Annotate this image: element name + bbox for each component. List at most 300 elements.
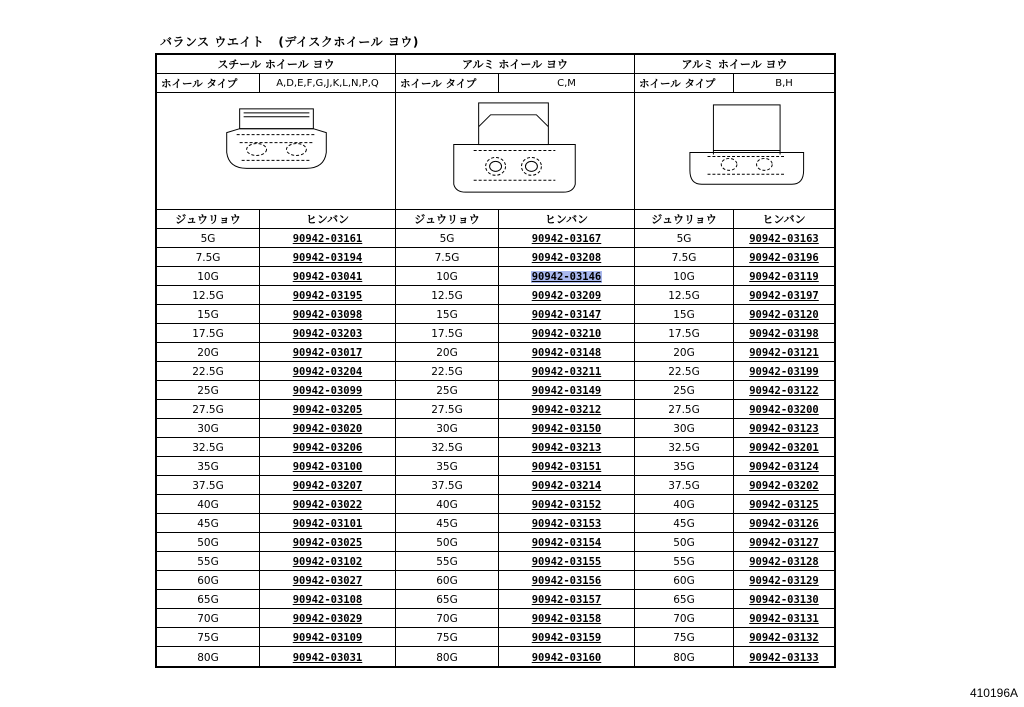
part-number-link[interactable]: 90942-03157	[531, 594, 602, 606]
part-number-link[interactable]: 90942-03158	[531, 613, 602, 625]
part-number-link[interactable]: 90942-03212	[531, 404, 602, 416]
part-number-cell[interactable]	[734, 381, 834, 399]
table-row	[157, 343, 834, 362]
weight-value: 45G	[436, 518, 458, 530]
weight-cell	[157, 552, 260, 570]
part-number-cell[interactable]	[260, 419, 396, 437]
part-number-link[interactable]: 90942-03020	[292, 423, 363, 435]
alloy-bh-weight-illustration	[635, 93, 834, 209]
table-row	[157, 419, 834, 438]
table-row	[157, 381, 834, 400]
weight-value: 75G	[673, 632, 695, 644]
part-number-link[interactable]: 90942-03120	[749, 309, 819, 321]
part-number-link[interactable]: 90942-03147	[531, 309, 602, 321]
table-row	[157, 267, 834, 286]
group-title-alloy-cm: アルミ ホイール ヨウ	[396, 55, 635, 73]
table-row	[157, 362, 834, 381]
part-number-link[interactable]: 90942-03031	[292, 651, 363, 664]
table-row	[157, 552, 834, 571]
weight-value: 12.5G	[668, 290, 700, 302]
part-number-cell[interactable]	[499, 419, 635, 437]
part-number-cell[interactable]	[260, 647, 396, 666]
part-number-link[interactable]: 90942-03119	[749, 271, 819, 283]
part-number-link[interactable]: 90942-03029	[292, 613, 363, 625]
table-row	[157, 324, 834, 343]
part-number-link[interactable]: 90942-03210	[531, 328, 602, 340]
weight-value: 55G	[197, 556, 219, 568]
table-row	[157, 286, 834, 305]
table-row	[157, 476, 834, 495]
weight-cell	[157, 362, 260, 380]
weight-cell	[396, 438, 499, 456]
weight-cell	[396, 457, 499, 475]
weight-value: 50G	[436, 537, 458, 549]
col-weight-header: ジュウリョウ	[396, 210, 499, 228]
weight-value: 75G	[436, 632, 458, 644]
weight-cell	[396, 381, 499, 399]
part-number-link[interactable]: 90942-03159	[531, 632, 602, 644]
weight-cell	[157, 571, 260, 589]
part-number-link[interactable]: 90942-03127	[749, 537, 819, 549]
weight-cell	[157, 286, 260, 304]
part-number-cell[interactable]	[734, 571, 834, 589]
part-number-link[interactable]: 90942-03130	[749, 594, 819, 606]
weight-cell	[157, 248, 260, 266]
weight-value: 10G	[197, 271, 219, 283]
weight-value: 25G	[436, 385, 458, 397]
weight-cell	[635, 248, 734, 266]
part-number-cell[interactable]	[260, 514, 396, 532]
table-row	[157, 628, 834, 647]
part-number-link[interactable]: 90942-03208	[531, 252, 602, 264]
part-number-cell[interactable]	[499, 362, 635, 380]
part-number-link[interactable]: 90942-03151	[531, 461, 602, 473]
part-number-link[interactable]: 90942-03155	[531, 556, 602, 568]
part-number-link[interactable]: 90942-03203	[292, 328, 363, 340]
weight-value: 32.5G	[668, 442, 700, 454]
part-number-link[interactable]: 90942-03124	[749, 461, 819, 473]
weight-cell	[157, 476, 260, 494]
part-number-link[interactable]: 90942-03152	[531, 499, 602, 511]
weight-cell	[635, 286, 734, 304]
part-number-link[interactable]: 90942-03041	[292, 271, 363, 283]
weight-cell	[157, 343, 260, 361]
weight-cell	[157, 628, 260, 646]
part-number-link[interactable]: 90942-03146	[531, 271, 602, 283]
part-number-cell[interactable]	[260, 248, 396, 266]
wheel-type-row	[157, 74, 834, 93]
weight-cell	[396, 229, 499, 247]
weight-cell	[635, 495, 734, 513]
weight-cell	[157, 457, 260, 475]
weight-cell	[635, 324, 734, 342]
part-number-cell[interactable]	[734, 324, 834, 342]
weight-value: 17.5G	[192, 328, 224, 340]
weight-value: 37.5G	[431, 480, 463, 492]
weight-cell	[157, 400, 260, 418]
part-number-cell[interactable]	[734, 419, 834, 437]
col-part-header: ヒンバン	[260, 210, 396, 228]
part-number-link[interactable]: 90942-03200	[749, 404, 819, 416]
weight-value: 37.5G	[192, 480, 224, 492]
part-number-cell[interactable]	[260, 457, 396, 475]
weight-value: 22.5G	[192, 366, 224, 378]
weight-cell	[635, 628, 734, 646]
weight-cell	[396, 590, 499, 608]
wheel-type-value: C,M	[499, 74, 635, 92]
table-row	[157, 495, 834, 514]
weight-cell	[157, 305, 260, 323]
part-number-link[interactable]: 90942-03197	[749, 290, 819, 302]
part-number-link[interactable]: 90942-03131	[749, 613, 819, 625]
table-row	[157, 457, 834, 476]
weight-value: 32.5G	[192, 442, 224, 454]
weight-value: 5G	[439, 233, 455, 245]
part-number-cell[interactable]	[734, 362, 834, 380]
weight-value: 20G	[673, 347, 695, 359]
weight-cell	[157, 419, 260, 437]
weight-value: 30G	[436, 423, 458, 435]
part-number-cell[interactable]	[734, 533, 834, 551]
part-number-link[interactable]: 90942-03201	[749, 442, 819, 454]
part-number-link[interactable]: 90942-03098	[292, 309, 363, 321]
part-number-link[interactable]: 90942-03123	[749, 423, 819, 435]
weight-cell	[396, 552, 499, 570]
part-number-cell[interactable]	[499, 267, 635, 285]
weight-cell	[635, 343, 734, 361]
part-number-cell[interactable]	[260, 571, 396, 589]
weight-cell	[157, 381, 260, 399]
weight-value: 40G	[673, 499, 695, 511]
weight-cell	[396, 628, 499, 646]
part-number-link[interactable]: 90942-03109	[292, 632, 363, 644]
part-number-link[interactable]: 90942-03206	[292, 442, 363, 454]
part-number-cell[interactable]	[499, 305, 635, 323]
part-number-cell[interactable]	[260, 590, 396, 608]
weight-value: 35G	[197, 461, 219, 473]
weight-cell	[396, 362, 499, 380]
part-number-link[interactable]: 90942-03150	[531, 423, 602, 435]
part-number-cell[interactable]	[734, 438, 834, 456]
part-number-cell[interactable]	[499, 343, 635, 361]
weight-value: 5G	[676, 233, 692, 245]
part-number-cell[interactable]	[734, 514, 834, 532]
col-part-header: ヒンバン	[762, 213, 806, 226]
table-row	[157, 400, 834, 419]
part-number-cell[interactable]	[499, 324, 635, 342]
weight-value: 27.5G	[431, 404, 463, 416]
part-number-link[interactable]: 90942-03160	[531, 651, 602, 664]
part-number-cell[interactable]	[499, 590, 635, 608]
part-number-link[interactable]: 90942-03129	[749, 575, 819, 587]
weight-value: 70G	[436, 613, 458, 625]
weight-cell	[396, 267, 499, 285]
weight-value: 22.5G	[668, 366, 700, 378]
part-number-link[interactable]: 90942-03148	[531, 347, 602, 359]
weight-value: 5G	[200, 233, 216, 245]
weight-cell	[157, 533, 260, 551]
part-number-cell[interactable]	[734, 343, 834, 361]
part-number-cell[interactable]	[734, 495, 834, 513]
part-number-cell[interactable]	[734, 400, 834, 418]
part-number-cell[interactable]	[260, 400, 396, 418]
weight-value: 60G	[436, 575, 458, 587]
weight-cell	[396, 419, 499, 437]
weight-value: 12.5G	[431, 290, 463, 302]
weight-value: 12.5G	[192, 290, 224, 302]
group-title-alloy-bh: アルミ ホイール ヨウ	[681, 58, 788, 71]
part-number-link[interactable]: 90942-03153	[531, 518, 602, 530]
weight-cell	[635, 476, 734, 494]
part-number-link[interactable]: 90942-03211	[531, 366, 602, 378]
part-number-link[interactable]: 90942-03163	[749, 233, 819, 245]
weight-value: 15G	[673, 309, 695, 321]
steel-weight-illustration	[157, 93, 396, 209]
illustration-row	[157, 93, 834, 210]
part-number-cell[interactable]	[499, 400, 635, 418]
part-number-link[interactable]: 90942-03213	[531, 442, 602, 454]
table-row	[157, 438, 834, 457]
weight-cell	[396, 495, 499, 513]
part-number-cell[interactable]	[734, 229, 834, 247]
weight-value: 55G	[436, 556, 458, 568]
weight-cell	[635, 362, 734, 380]
weight-value: 70G	[673, 613, 695, 625]
weight-value: 70G	[197, 613, 219, 625]
weight-cell	[635, 457, 734, 475]
weight-value: 20G	[436, 347, 458, 359]
weight-cell	[157, 647, 260, 666]
part-number-cell[interactable]	[260, 495, 396, 513]
part-number-cell[interactable]	[734, 286, 834, 304]
weight-cell	[396, 514, 499, 532]
weight-value: 60G	[197, 575, 219, 587]
part-number-link[interactable]: 90942-03207	[292, 480, 363, 492]
weight-cell	[396, 324, 499, 342]
weight-cell	[635, 381, 734, 399]
part-number-cell[interactable]	[260, 381, 396, 399]
weight-cell	[635, 609, 734, 627]
weight-cell	[157, 438, 260, 456]
part-number-link[interactable]: 90942-03100	[292, 461, 363, 473]
part-number-cell[interactable]	[260, 267, 396, 285]
part-number-cell[interactable]	[734, 647, 834, 666]
part-number-cell[interactable]	[734, 628, 834, 646]
part-number-cell[interactable]	[260, 305, 396, 323]
part-number-link[interactable]: 90942-03132	[749, 632, 819, 644]
part-number-cell[interactable]	[734, 590, 834, 608]
part-number-link[interactable]: 90942-03101	[292, 518, 363, 530]
wheel-type-label: ホイール タイプ	[635, 74, 734, 92]
weight-cell	[396, 533, 499, 551]
part-number-link[interactable]: 90942-03133	[749, 651, 819, 664]
wheel-type-value: B,H	[775, 77, 793, 89]
balance-weight-table	[155, 53, 836, 668]
part-number-link[interactable]: 90942-03204	[292, 366, 363, 378]
weight-value: 80G	[673, 651, 695, 664]
part-number-cell[interactable]	[260, 343, 396, 361]
weight-value: 60G	[673, 575, 695, 587]
part-number-cell[interactable]	[734, 267, 834, 285]
part-number-cell[interactable]	[260, 362, 396, 380]
part-number-cell[interactable]	[260, 533, 396, 551]
weight-value: 80G	[436, 651, 458, 664]
part-number-link[interactable]: 90942-03209	[531, 290, 602, 302]
part-number-link[interactable]: 90942-03102	[292, 556, 363, 568]
part-number-link[interactable]: 90942-03198	[749, 328, 819, 340]
weight-cell	[635, 533, 734, 551]
weight-value: 22.5G	[431, 366, 463, 378]
part-number-cell[interactable]	[499, 457, 635, 475]
table-row	[157, 248, 834, 267]
part-number-cell[interactable]	[499, 248, 635, 266]
table-row	[157, 590, 834, 609]
part-number-cell[interactable]	[260, 476, 396, 494]
table-row	[157, 533, 834, 552]
weight-cell	[396, 571, 499, 589]
weight-cell	[396, 476, 499, 494]
weight-value: 35G	[673, 461, 695, 473]
weight-cell	[157, 324, 260, 342]
group-title-row	[157, 55, 834, 74]
part-number-cell[interactable]	[260, 552, 396, 570]
weight-value: 10G	[673, 271, 695, 283]
weight-value: 15G	[436, 309, 458, 321]
part-number-cell[interactable]	[499, 495, 635, 513]
part-number-link[interactable]: 90942-03161	[292, 233, 363, 245]
part-number-link[interactable]: 90942-03022	[292, 499, 363, 511]
part-number-cell[interactable]	[499, 552, 635, 570]
weight-cell	[157, 495, 260, 513]
weight-cell	[157, 229, 260, 247]
weight-value: 17.5G	[431, 328, 463, 340]
part-number-cell[interactable]	[734, 476, 834, 494]
part-number-link[interactable]: 90942-03199	[749, 366, 819, 378]
part-number-cell[interactable]	[499, 628, 635, 646]
weight-cell	[396, 400, 499, 418]
part-number-link[interactable]: 90942-03099	[292, 385, 363, 397]
col-weight-header: ジュウリョウ	[157, 210, 260, 228]
weight-cell	[396, 248, 499, 266]
group-title-steel: スチール ホイール ヨウ	[157, 55, 396, 73]
weight-cell	[396, 647, 499, 666]
weight-value: 25G	[673, 385, 695, 397]
part-number-cell[interactable]	[499, 571, 635, 589]
weight-cell	[635, 647, 734, 666]
part-number-cell[interactable]	[734, 552, 834, 570]
weight-value: 75G	[197, 632, 219, 644]
weight-cell	[635, 438, 734, 456]
part-number-cell[interactable]	[499, 476, 635, 494]
part-number-cell[interactable]	[260, 229, 396, 247]
part-number-link[interactable]: 90942-03214	[531, 480, 602, 492]
weight-value: 50G	[197, 537, 219, 549]
weight-value: 65G	[197, 594, 219, 606]
part-number-link[interactable]: 90942-03154	[531, 537, 602, 549]
part-number-link[interactable]: 90942-03196	[749, 252, 819, 264]
part-number-link[interactable]: 90942-03027	[292, 575, 363, 587]
weight-value: 80G	[197, 651, 219, 664]
weight-cell	[635, 571, 734, 589]
part-number-cell[interactable]	[734, 457, 834, 475]
part-number-cell[interactable]	[260, 286, 396, 304]
part-number-link[interactable]: 90942-03156	[531, 575, 602, 587]
part-number-link[interactable]: 90942-03205	[292, 404, 363, 416]
weight-cell	[635, 552, 734, 570]
wheel-type-value: A,D,E,F,G,J,K,L,N,P,Q	[260, 74, 396, 92]
part-number-link[interactable]: 90942-03202	[749, 480, 819, 492]
part-number-cell[interactable]	[734, 609, 834, 627]
weight-value: 27.5G	[668, 404, 700, 416]
weight-value: 7.5G	[671, 252, 697, 264]
weight-value: 30G	[197, 423, 219, 435]
weight-cell	[396, 609, 499, 627]
part-number-cell[interactable]	[499, 647, 635, 666]
part-number-cell[interactable]	[499, 514, 635, 532]
diagram-id: 410196A	[969, 686, 1018, 700]
weight-value: 37.5G	[668, 480, 700, 492]
part-number-cell[interactable]	[499, 286, 635, 304]
weight-cell	[396, 305, 499, 323]
part-number-link[interactable]: 90942-03121	[749, 347, 819, 359]
part-number-cell[interactable]	[260, 324, 396, 342]
weight-value: 25G	[197, 385, 219, 397]
alloy-cm-weight-illustration	[396, 93, 635, 209]
wheel-type-label: ホイール タイプ	[396, 74, 499, 92]
part-number-cell[interactable]	[499, 381, 635, 399]
weight-cell	[396, 343, 499, 361]
part-number-cell[interactable]	[499, 438, 635, 456]
weight-value: 65G	[436, 594, 458, 606]
weight-value: 7.5G	[434, 252, 460, 264]
weight-cell	[635, 514, 734, 532]
part-number-cell[interactable]	[260, 609, 396, 627]
weight-cell	[396, 286, 499, 304]
part-number-link[interactable]: 90942-03149	[531, 385, 602, 397]
weight-cell	[635, 305, 734, 323]
part-number-cell[interactable]	[499, 229, 635, 247]
table-row	[157, 647, 834, 666]
weight-value: 32.5G	[431, 442, 463, 454]
weight-value: 55G	[673, 556, 695, 568]
table-row	[157, 305, 834, 324]
part-number-link[interactable]: 90942-03125	[749, 499, 819, 511]
part-number-link[interactable]: 90942-03195	[292, 290, 363, 302]
column-header-row	[157, 210, 834, 229]
weight-value: 17.5G	[668, 328, 700, 340]
part-number-cell[interactable]	[734, 248, 834, 266]
part-number-cell[interactable]	[260, 438, 396, 456]
part-number-link[interactable]: 90942-03167	[531, 233, 602, 245]
part-number-cell[interactable]	[499, 533, 635, 551]
weight-value: 40G	[436, 499, 458, 511]
part-number-link[interactable]: 90942-03126	[749, 518, 819, 530]
part-number-link[interactable]: 90942-03025	[292, 537, 363, 549]
col-weight-header: ジュウリョウ	[635, 210, 734, 228]
weight-value: 50G	[673, 537, 695, 549]
part-number-cell[interactable]	[260, 628, 396, 646]
wheel-type-label: ホイール タイプ	[157, 74, 260, 92]
weight-value: 40G	[197, 499, 219, 511]
part-number-link[interactable]: 90942-03017	[292, 347, 363, 359]
part-number-link[interactable]: 90942-03128	[749, 556, 819, 568]
part-number-cell[interactable]	[499, 609, 635, 627]
weight-value: 35G	[436, 461, 458, 473]
part-number-link[interactable]: 90942-03108	[292, 594, 363, 606]
part-number-link[interactable]: 90942-03122	[749, 385, 819, 397]
part-number-link[interactable]: 90942-03194	[292, 252, 363, 264]
part-number-cell[interactable]	[734, 305, 834, 323]
